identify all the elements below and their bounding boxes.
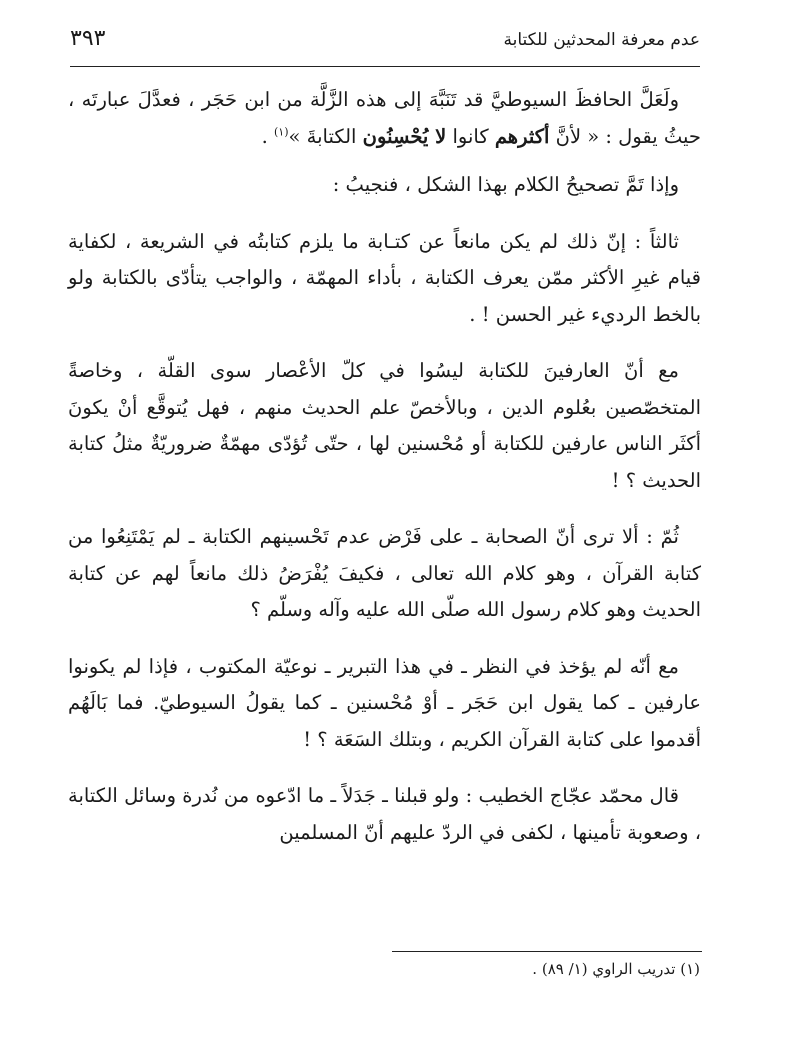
- main-text: [68, 82, 701, 871]
- paragraph-1-text-c: كانوا: [446, 124, 495, 148]
- paragraph-1-text-e: الكتابةَ »: [288, 124, 363, 148]
- paragraph-2: وإذا تَمَّ تصحيحُ الكلام بهذا الشكل ، فنجيبُ :: [332, 173, 679, 196]
- paragraph-3: ثالثاً : إنّ ذلك لم يكن مانعاً عن كتـابة ما يلزم كتابتُه في الشريعة ، لكفاية قيام غيرِ الأكثر ممّن يعرف الكتابة ، بأداء المهمّة ، والواجب يتأدّى بالكتابة ولو بالخط الرديء غير الحسن ! .: [68, 229, 701, 326]
- paragraph-4: مع أنّ العارفينَ للكتابة ليسُوا في كلّ الأعْصار سوى القلّة ، وخاصةً المتخصّصين بعُلوم الدين ، وبالأخصّ علم الحديث منهم ، فهل يُتوقَّع أنْ يكونَ أكثَر الناس عارفين للكتابة أو مُحْسنين لها ، حتّى تُؤدّى مهمّةٌ ضروريّةٌ مثلُ كتابة الحديث ؟ !: [68, 359, 701, 492]
- running-header-title: عدم معرفة المحدثين للكتابة: [503, 30, 700, 50]
- header-divider: [70, 66, 700, 67]
- paragraph-7: قال محمّد عجّاج الخطيب : ولو قبلنا ـ جَدَلاً ـ ما ادّعوه من نُدرة وسائل الكتابة ، وصعوبة تأمينها ، لكفى في الردّ عليهم أنّ المسلمين: [68, 784, 701, 844]
- footnote: (١) تدريب الراوي (١/ ٨٩) .: [532, 960, 700, 978]
- paragraph-1-text-a: ولَعَلَّ الحافظَ السيوطيَّ قد تَنَبَّهَ إلى هذه الزَّلَّة من ابن حَجَر ، فعدَّلَ عبارتَه ، حيثُ يقول : « لأنَّ: [68, 88, 701, 148]
- paragraph-5: ثُمّ : ألا ترى أنّ الصحابة ـ على فَرْض عدم تَحْسينهم الكتابة ـ لم يَمْتَنِعُوا من كتابة القرآن ، وهو كلام الله تعالى ، فكيفَ يُفْرَضُ ذلك مانعاً لهم عن كتابة الحديث وهو كلام رسول الله صلّى الله عليه وآله وسلّم ؟: [68, 525, 701, 621]
- footnote-divider: [392, 951, 702, 952]
- paragraph-1-end: .: [261, 124, 274, 148]
- paragraph-1: [68, 82, 701, 155]
- page-number: ٣٩٣: [70, 26, 106, 51]
- footnote-marker[interactable]: (١): [273, 125, 289, 138]
- emphasis-la-yuhsinun: لا يُحْسِنُون: [362, 124, 447, 148]
- emphasis-aktharuhum: أكثرهم: [494, 124, 550, 148]
- paragraph-6: مع أنّه لم يؤخذ في النظر ـ في هذا التبرير ـ نوعيّة المكتوب ، فإذا لم يكونوا عارفين ـ كما يقول ابن حَجَر ـ أوْ مُحْسنين ـ كما يقولُ السيوطيّ. فما بَالَهُم أقدموا على كتابة القرآن الكريم ، وبتلك السَعَة ؟ !: [68, 654, 701, 751]
- running-header: [70, 26, 700, 60]
